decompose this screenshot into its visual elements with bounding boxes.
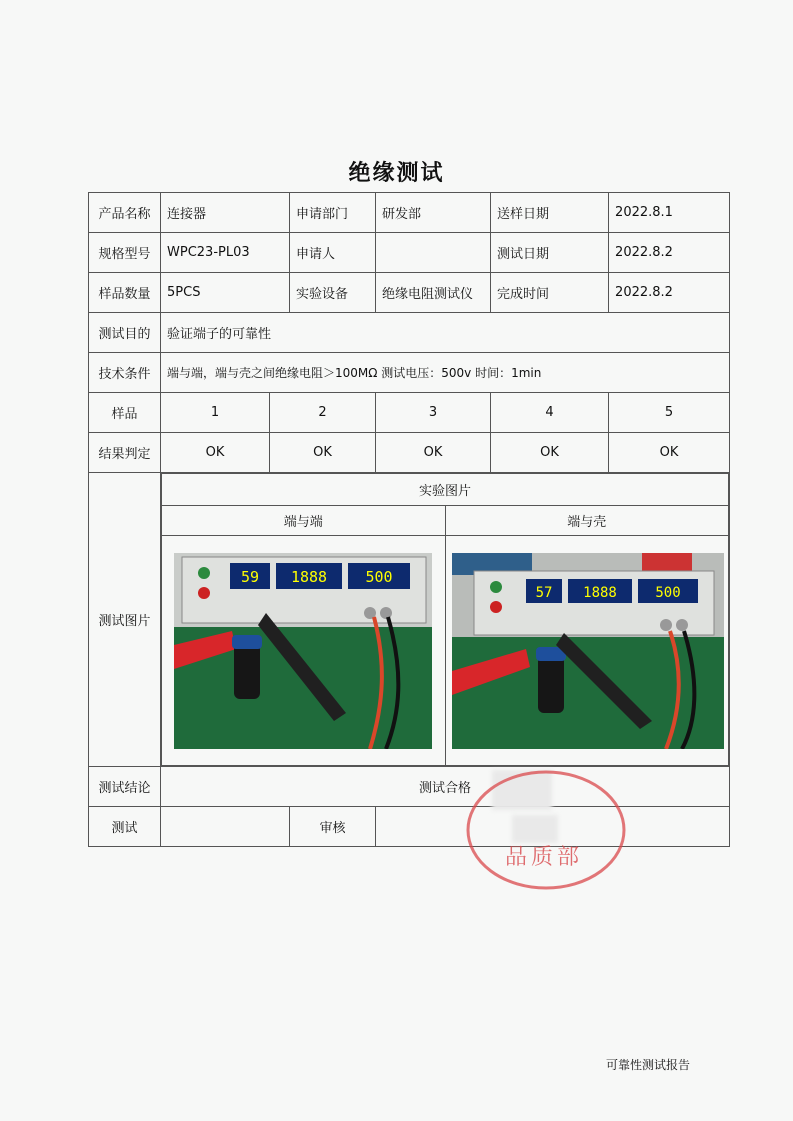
tester-signature bbox=[161, 807, 290, 847]
report-table bbox=[88, 192, 730, 847]
sample-1: 1 bbox=[161, 393, 270, 433]
department-label: 申请部门 bbox=[290, 193, 376, 233]
photos-label: 测试图片 bbox=[89, 473, 161, 767]
test-date-label: 测试日期 bbox=[491, 233, 609, 273]
result-5: OK bbox=[609, 433, 730, 473]
finish-time-value: 2022.8.2 bbox=[609, 273, 730, 313]
result-4: OK bbox=[491, 433, 609, 473]
model-value: WPC23-PL03 bbox=[161, 233, 290, 273]
right-display-1: 57 bbox=[535, 584, 552, 601]
photo-left-caption: 端与端 bbox=[162, 506, 446, 536]
purpose-label: 测试目的 bbox=[89, 313, 161, 353]
redaction-block bbox=[492, 770, 552, 810]
left-display-3: 500 bbox=[365, 567, 393, 586]
sample-4: 4 bbox=[491, 393, 609, 433]
left-display-1: 59 bbox=[241, 567, 260, 586]
photos-cell bbox=[161, 473, 730, 767]
equipment-label: 实验设备 bbox=[290, 273, 376, 313]
reviewer-label: 审核 bbox=[290, 807, 376, 847]
info-row-3 bbox=[89, 273, 730, 313]
tester-photo-right bbox=[452, 553, 724, 749]
conditions-row bbox=[89, 353, 730, 393]
purpose-row bbox=[89, 313, 730, 353]
info-row-1 bbox=[89, 193, 730, 233]
right-display-2: 1888 bbox=[582, 584, 617, 601]
sample-3: 3 bbox=[376, 393, 491, 433]
right-display-3: 500 bbox=[654, 584, 681, 601]
conditions-label: 技术条件 bbox=[89, 353, 161, 393]
judgement-label: 结果判定 bbox=[89, 433, 161, 473]
tester-photo-left bbox=[174, 553, 432, 749]
left-display-2: 1888 bbox=[291, 567, 328, 586]
page-title: 绝缘测试 bbox=[348, 161, 445, 186]
product-name-label: 产品名称 bbox=[89, 193, 161, 233]
sample-2: 2 bbox=[270, 393, 376, 433]
conclusion-value: 测试合格 bbox=[161, 767, 730, 807]
send-date-value: 2022.8.1 bbox=[609, 193, 730, 233]
sample-row bbox=[89, 393, 730, 433]
quantity-value: 5PCS bbox=[161, 273, 290, 313]
result-3: OK bbox=[376, 433, 491, 473]
test-date-value: 2022.8.2 bbox=[609, 233, 730, 273]
sample-5: 5 bbox=[609, 393, 730, 433]
conditions-value: 端与端，端与壳之间绝缘电阻＞100MΩ 测试电压：500v 时间：1min bbox=[161, 353, 730, 393]
applicant-value bbox=[376, 233, 491, 273]
result-1: OK bbox=[161, 433, 270, 473]
conclusion-label: 测试结论 bbox=[89, 767, 161, 807]
photo-right bbox=[445, 536, 729, 766]
photos-header: 实验图片 bbox=[162, 474, 729, 506]
finish-time-label: 完成时间 bbox=[491, 273, 609, 313]
stamp-text: 品质部 bbox=[504, 845, 584, 870]
signature-row bbox=[89, 807, 730, 847]
photo-left bbox=[162, 536, 446, 766]
send-date-label: 送样日期 bbox=[491, 193, 609, 233]
info-row-2 bbox=[89, 233, 730, 273]
equipment-value: 绝缘电阻测试仪 bbox=[376, 273, 491, 313]
result-row bbox=[89, 433, 730, 473]
footer-note: 可靠性测试报告 bbox=[606, 1058, 691, 1072]
model-label: 规格型号 bbox=[89, 233, 161, 273]
photos-row bbox=[89, 473, 730, 767]
sample-label: 样品 bbox=[89, 393, 161, 433]
tester-label: 测试 bbox=[89, 807, 161, 847]
product-name-value: 连接器 bbox=[161, 193, 290, 233]
photo-right-caption: 端与壳 bbox=[445, 506, 729, 536]
photos-inner-table bbox=[161, 473, 729, 766]
purpose-value: 验证端子的可靠性 bbox=[161, 313, 730, 353]
conclusion-row bbox=[89, 767, 730, 807]
applicant-label: 申请人 bbox=[290, 233, 376, 273]
department-value: 研发部 bbox=[376, 193, 491, 233]
result-2: OK bbox=[270, 433, 376, 473]
redaction-block-2 bbox=[512, 815, 558, 843]
quantity-label: 样品数量 bbox=[89, 273, 161, 313]
